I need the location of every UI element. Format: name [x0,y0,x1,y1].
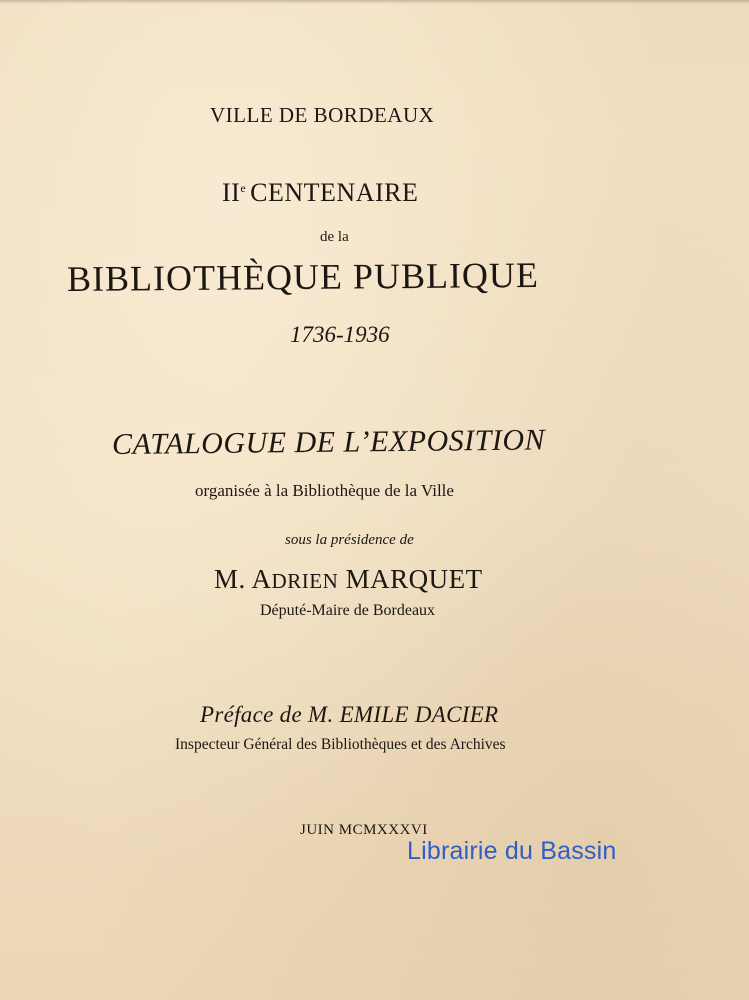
bibliotheque-heading: BIBLIOTHÈQUE PUBLIQUE [66,254,540,299]
date-line: JUIN MCMXXXVI [300,822,428,838]
dates-line: 1736-1936 [290,322,390,347]
centenaire-word: CENTENAIRE [250,178,419,207]
bookseller-watermark: Librairie du Bassin [407,837,617,865]
centenaire-ordinal: II [222,178,241,207]
president-name-text: M. ADRIEN MARQUET [214,564,483,594]
preface-author-title: Inspecteur Général des Bibliothèques et des Archives [175,736,506,753]
centenaire-superscript: e [240,181,247,195]
preface-line: Préface de M. EMILE DACIER [200,702,499,727]
city-heading: VILLE DE BORDEAUX [210,103,435,127]
president-name [214,564,534,595]
presidence-text: sous la présidence de [285,532,414,548]
organisee-text: organisée à la Bibliothèque de la Ville [195,481,454,500]
president-title: Député-Maire de Bordeaux [260,602,436,619]
catalogue-heading: CATALOGUE DE L’EXPOSITION [111,423,546,461]
page-edge-shadow [0,0,749,4]
centenaire-heading [222,178,482,208]
de-la-text: de la [320,229,349,245]
